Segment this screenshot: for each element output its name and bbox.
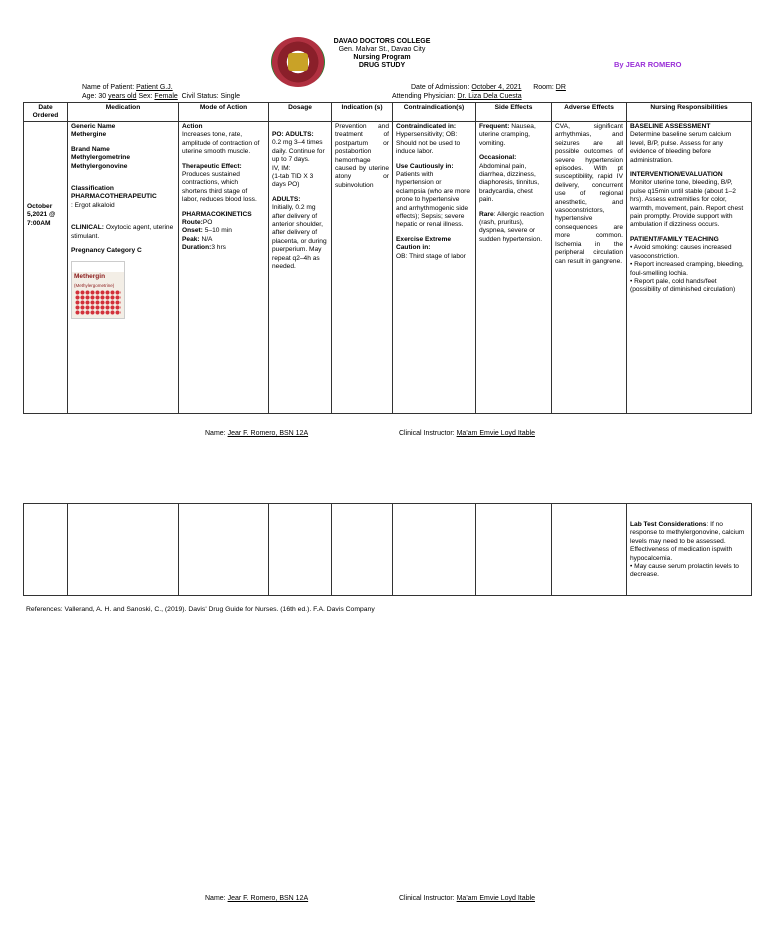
teaching-item: • Report pale, cold hands/feet (possibility of diminished circulation) <box>630 277 736 294</box>
rare-text: : Allergic reaction (rash, pruritus), dyspnea, severe or sudden hypertension. <box>479 210 544 243</box>
room-value: DR <box>555 84 566 91</box>
footer-name-label: Name: <box>205 430 226 437</box>
admission-line <box>411 84 566 92</box>
author-byline: By JEAR ROMERO <box>614 60 682 69</box>
footer-ci-line-2 <box>399 895 535 902</box>
college-seal-icon <box>271 37 325 87</box>
col-medication: Medication <box>68 103 179 122</box>
civil-status: Civil Status: Single <box>181 93 241 100</box>
lab-test-label: Lab Test Considerations <box>630 521 707 528</box>
footer-name: Jear F. Romero, BSN 12A <box>227 895 309 902</box>
brand-name: Methylergometrine Methylergonovine <box>71 154 130 170</box>
brand-label: Brand Name <box>71 145 110 153</box>
references: References: Vallerand, A. H. and Sanoski, C., (2019). Davis' Drug Guide for Nurses. (16th ed.). F.A. Davis Company <box>26 606 375 613</box>
footer-ci-line <box>399 430 535 437</box>
table-row <box>24 122 752 414</box>
onset-value: 5–10 min <box>204 227 232 235</box>
side-effects-cell <box>476 122 552 414</box>
footer-name-line <box>205 430 308 437</box>
contraindicated-label: Contraindicated in: <box>396 123 457 130</box>
frequent-label: Frequent: <box>479 123 510 130</box>
iv-im-label: IV, IM: <box>272 164 291 172</box>
patient-name-line <box>82 84 173 92</box>
intervention-label: INTERVENTION/EVALUATION <box>630 171 723 179</box>
iv-im-detail: (1-tab TID X 3 days PO) <box>272 173 314 189</box>
onset-label: Onset: <box>182 227 203 235</box>
pharmacotherapeutic-label: PHARMACOTHERAPEUTIC <box>71 193 157 201</box>
baseline-text: Determine baseline serum calcium level, B/P, pulse. Assess for any evidence of bleeding before administration. <box>630 131 732 164</box>
document-header <box>330 38 434 70</box>
extreme-caution-text: OB: Third stage of labor <box>396 252 466 260</box>
date-ordered: October 5,2021 @ 7:00AM <box>27 203 56 227</box>
col-mode-of-action: Mode of Action <box>179 103 269 122</box>
room-label: Room: <box>533 84 554 91</box>
program-name: Nursing Program <box>353 54 411 61</box>
footer-ci-label: Clinical Instructor: <box>399 430 455 437</box>
college-name: DAVAO DOCTORS COLLEGE <box>333 38 431 45</box>
physician-line <box>392 93 522 101</box>
po-adults-text: 0.2 mg 3–4 times daily. Continue for up to 7 days. <box>272 139 325 164</box>
col-date-ordered: Date Ordered <box>24 103 68 122</box>
adults-text: Initially, 0.2 mg after delivery of anterior shoulder, after delivery of placenta, or during puerperium. May repeat q2–4h as needed. <box>272 204 327 271</box>
patient-age-suffix: years old <box>108 93 137 100</box>
extreme-caution-label: Exercise Extreme Caution in: <box>396 235 451 252</box>
col-nursing-responsibilities: Nursing Responsibilities <box>627 103 752 122</box>
clinical-value: Oxytocic agent, uterine stimulant. <box>71 224 174 240</box>
col-adverse-effects: Adverse Effects <box>552 103 627 122</box>
medication-cell <box>68 122 179 414</box>
teaching-label: PATIENT/FAMILY TEACHING <box>630 235 719 243</box>
col-contraindication: Contraindication(s) <box>393 103 476 122</box>
box-brand: Methergin <box>74 273 106 281</box>
duration-label: Duration: <box>182 244 212 252</box>
adverse-effects-text: CVA, significant arrhythmias, and seizures are all possible outcomes of severe hypertension episodes. With pt susceptibility, rapid IV delivery, concurrent use of regional anesthetic, and vasoconstrictors, hypertensive consequences are more common. Ischemia in the peripheral circulation can result in gangrene. <box>555 123 623 265</box>
indication-text: Prevention and treatment of postpartum or postabortion hemorrhage caused by uterine atony or subinvolution <box>335 123 389 189</box>
medication-box-image <box>71 261 125 319</box>
action-text: Increases tone, rate, amplitude of contraction of uterine smooth muscle. <box>182 131 260 156</box>
intervention-text: Monitor uterine tone, bleeding, B/P, pulse q15min until stable (about 1–2 hrs). Assess extremities for color, warmth, movement, pain. Report chest pain promptly. Provide support with ambulation if dizziness occurs. <box>630 179 744 229</box>
patient-sex-label: Sex: <box>138 93 153 100</box>
baseline-label: BASELINE ASSESSMENT <box>630 123 711 130</box>
pharmacotherapeutic-value: : Ergot alkaloid <box>71 201 115 209</box>
lab-test-cell <box>627 504 752 596</box>
route-value: PO <box>202 219 213 227</box>
col-side-effects: Side Effects <box>476 103 552 122</box>
rare-label: Rare <box>479 210 494 218</box>
table-row <box>24 504 752 596</box>
footer-name-line-2 <box>205 895 308 902</box>
classification-label: Classification <box>71 185 114 193</box>
therapeutic-label: Therapeutic Effect: <box>182 162 242 170</box>
col-dosage: Dosage <box>269 103 332 122</box>
contraindicated-text: Hypersensitivity; OB: Should not be used to induce labor. <box>396 131 461 156</box>
patient-age: Age: 30 <box>82 93 107 100</box>
physician-name: Dr. Liza Dela Cuesta <box>457 93 522 100</box>
drug-study-table-continued <box>23 503 752 596</box>
admission-label: Date of Admission: <box>411 84 470 91</box>
mode-cell <box>179 122 269 414</box>
po-adults-label: PO: ADULTS: <box>272 131 314 138</box>
clinical-line <box>71 224 175 241</box>
action-label: Action <box>182 123 203 130</box>
nursing-cell <box>627 122 752 414</box>
clinical-label: CLINICAL: <box>71 224 104 232</box>
footer-name: Jear F. Romero, BSN 12A <box>227 430 309 437</box>
occasional-label: Occasional: <box>479 154 517 162</box>
footer-ci: Ma'am Emvie Loyd Itable <box>456 430 535 437</box>
pregnancy-category: Pregnancy Category C <box>71 247 142 255</box>
document-title: DRUG STUDY <box>358 62 406 69</box>
physician-label: Attending Physician: <box>392 93 456 100</box>
adverse-effects-cell <box>552 122 627 414</box>
caution-label: Use Cautiously in: <box>396 162 454 170</box>
teaching-item: • Avoid smoking: causes increased vasoconstriction. <box>630 244 732 260</box>
lab-test-bullet: • May cause serum prolactin levels to decrease. <box>630 563 739 579</box>
college-address: Gen. Malvar St., Davao City <box>338 46 426 53</box>
adults-label: ADULTS: <box>272 195 301 203</box>
admission-date: October 4, 2021 <box>471 84 522 91</box>
generic-label: Generic Name <box>71 123 116 130</box>
generic-name: Methergine <box>71 131 107 139</box>
footer-name-label: Name: <box>205 895 226 902</box>
drug-study-table <box>23 102 752 414</box>
patient-name-label: Name of Patient: <box>82 84 135 91</box>
dosage-cell <box>269 122 332 414</box>
teaching-item: • Report increased cramping, bleeding, foul-smelling lochia. <box>630 261 744 277</box>
route-label: Route: <box>182 219 203 227</box>
table-header-row <box>24 103 752 122</box>
frequent-text: Nausea, uterine cramping, vomiting. <box>479 123 536 147</box>
patient-age-line <box>82 93 240 101</box>
pharmacokinetics-label: PHARMACOKINETICS <box>182 210 252 218</box>
duration-value: 3 hrs <box>211 244 226 252</box>
occasional-text: Abdominal pain, diarrhea, dizziness, diaphoresis, tinnitus, bradycardia, chest pain. <box>479 162 540 204</box>
peak-value: N/A <box>201 235 213 243</box>
patient-sex: Female <box>154 93 178 100</box>
contraindication-cell <box>393 122 476 414</box>
caution-text: Patients with hypertension or eclampsia (who are more prone to hypertensive and arrhythmogenic side effects); Sepsis; severe hepatic or renal illness. <box>396 171 471 229</box>
date-cell <box>24 122 68 414</box>
footer-ci: Ma'am Emvie Loyd Itable <box>456 895 535 902</box>
footer-ci-label: Clinical Instructor: <box>399 895 455 902</box>
patient-name: Patient G.J. <box>136 84 173 91</box>
therapeutic-text: Produces sustained contractions, which shortens third stage of labor, reduces blood loss. <box>182 171 257 204</box>
blister-pack-icon <box>75 290 121 315</box>
col-indication: Indication (s) <box>332 103 393 122</box>
peak-label: Peak: <box>182 235 200 243</box>
lab-test-text: : If no response to methylergonovine, calcium levels may need to be assessed. Effectiveness of medication ispwith hypocalcemia. <box>630 521 745 562</box>
box-generic: (Methylergometrine) <box>74 283 115 289</box>
indication-cell <box>332 122 393 414</box>
